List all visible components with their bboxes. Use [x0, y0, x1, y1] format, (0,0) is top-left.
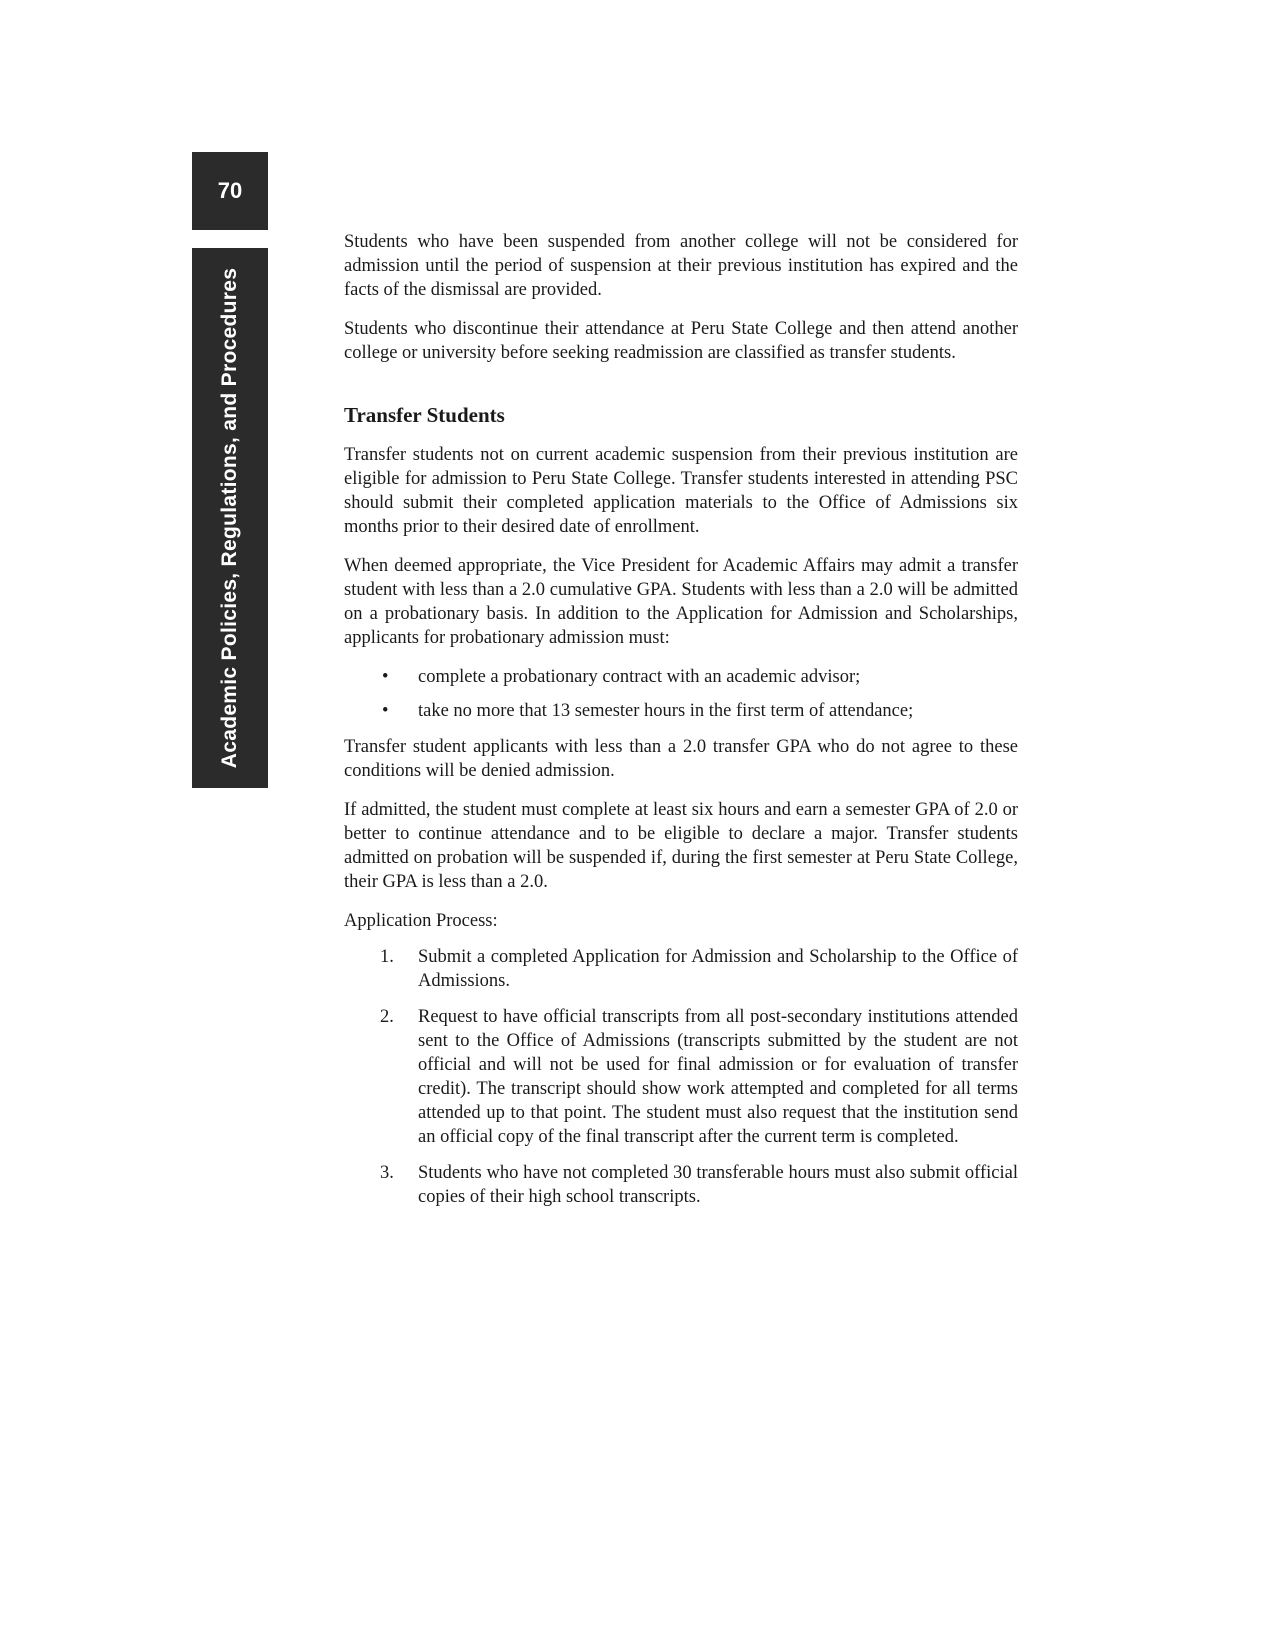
list-item [344, 1005, 1018, 1149]
bullet-list [344, 665, 1018, 723]
transfer-paragraph-4: If admitted, the student must complete at least six hours and earn a semester GPA of 2.0 or better to continue attendance and to be eligible to declare a major. Transfer students admitted on probation will be suspended if, during the first semester at Peru State College, their GPA is less than a 2.0. [344, 800, 1018, 892]
section-heading: Transfer Students [344, 403, 505, 427]
step-number: 3. [380, 1163, 394, 1183]
step-text: Students who have not completed 30 transferable hours must also submit official copies of their high school transcripts. [418, 1163, 1018, 1207]
numbered-list [344, 945, 1018, 1209]
list-item [344, 1161, 1018, 1209]
step-text: Submit a completed Application for Admission and Scholarship to the Office of Admissions. [418, 947, 1018, 991]
step-text: Request to have official transcripts from all post-secondary institutions attended sent to the Office of Admissions (transcripts submitted by the student are not official and will not be used for final admission or for evaluation of transfer credit). The transcript should show work attempted and completed for all terms attended up to that point. The student must also request that the institution send an official copy of the final transcript after the current term is completed. [418, 1007, 1018, 1147]
bullet-icon: • [382, 667, 389, 687]
step-number: 2. [380, 1007, 394, 1027]
list-item [344, 665, 1018, 689]
list-item [344, 699, 1018, 723]
transfer-paragraph-3: Transfer student applicants with less than a 2.0 transfer GPA who do not agree to these conditions will be denied admission. [344, 737, 1018, 781]
transfer-paragraph-1: Transfer students not on current academic suspension from their previous institution are eligible for admission to Peru State College. Transfer students interested in attending PSC should submit their completed application materials to the Office of Admissions six months prior to their desired date of enrollment. [344, 445, 1018, 537]
page-number-box [192, 152, 268, 230]
intro-paragraph-2: Students who discontinue their attendance at Peru State College and then attend another college or university before seeking readmission are classified as transfer students. [344, 319, 1018, 363]
step-number: 1. [380, 947, 394, 967]
list-item-text: take no more that 13 semester hours in the first term of attendance; [418, 701, 914, 721]
bullet-icon: • [382, 701, 389, 721]
transfer-paragraph-2: When deemed appropriate, the Vice President for Academic Affairs may admit a transfer student with less than a 2.0 cumulative GPA. Students with less than a 2.0 will be admitted on a probationary basis. In addition to the Application for Admission and Scholarships, applicants for probationary admission must: [344, 556, 1018, 648]
list-item [344, 945, 1018, 993]
main-content [344, 230, 1018, 1221]
page-number: 70 [217, 178, 243, 203]
section-tab-label: Academic Policies, Regulations, and Procedures [218, 267, 241, 769]
list-item-text: complete a probationary contract with an academic advisor; [418, 667, 861, 687]
intro-paragraph-1: Students who have been suspended from another college will not be considered for admission until the period of suspension at their previous institution has expired and the facts of the dismissal are provided. [344, 232, 1018, 300]
section-tab [192, 248, 268, 788]
application-process-label: Application Process: [344, 911, 498, 931]
